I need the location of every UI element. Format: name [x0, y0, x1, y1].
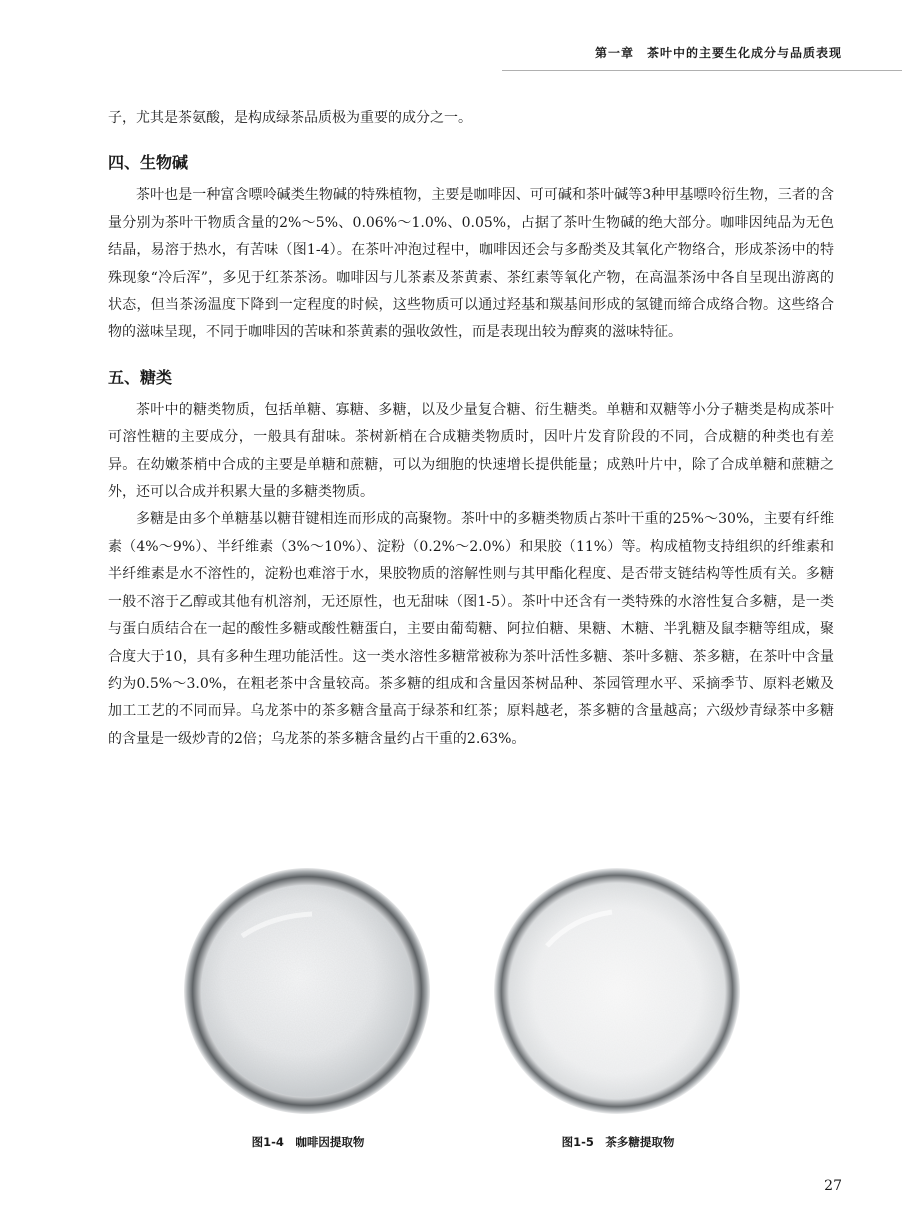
figure-caption-tea-polysaccharide: 图1-5 茶多糖提取物 [561, 1135, 675, 1149]
header-rule [502, 70, 902, 71]
running-title: 第一章 茶叶中的主要生化成分与品质表现 [594, 46, 842, 60]
caffeine-extract-photo [182, 866, 432, 1116]
section-heading-sugars: 五、糖类 [108, 367, 173, 387]
paragraph-sugars-2: 多糖是由多个单糖基以糖苷键相连而形成的高聚物。茶叶中的多糖类物质占茶叶干重的25%～30%，主要有纤维素（4%～9%）、半纤维素（3%～10%）、淀粉（0.2%～2.0%）和果胶（11%）等。构成植物支持组织的纤维素和半纤维素是水不溶性的，淀粉也难溶于水，果胶物质的溶解性则与其甲酯化程度、是否带支链结构等性质有关。多糖一般不溶于乙醇或其他有机溶剂，无还原性，也无甜味（图1-5）。茶叶中还含有一类特殊的水溶性复合多糖，是一类与蛋白质结合在一起的酸性多糖或酸性糖蛋白，主要由葡萄糖、阿拉伯糖、果糖、木糖、半乳糖及鼠李糖等组成，聚合度大于10，具有多种生理功能活性。这一类水溶性多糖常被称为茶叶活性多糖、茶叶多糖、茶多糖，在茶叶中含量约为0.5%～3.0%，在粗老茶中含量较高。茶多糖的组成和含量因茶树品种、茶园管理水平、采摘季节、原料老嫩及加工工艺的不同而异。乌龙茶中的茶多糖含量高于绿茶和红茶；原料越老，茶多糖的含量越高；六级炒青绿茶中多糖的含量是一级炒青的2倍；乌龙茶的茶多糖含量约占干重的2.63%。 [108, 511, 834, 747]
tea-polysaccharide-extract-photo [492, 866, 742, 1116]
figure-caption-caffeine: 图1-4 咖啡因提取物 [251, 1135, 365, 1149]
figure-row [178, 866, 738, 1166]
figure-caffeine [178, 866, 438, 1149]
paragraph-sugars-1: 茶叶中的糖类物质，包括单糖、寡糖、多糖，以及少量复合糖、衍生糖类。单糖和双糖等小分子糖类是构成茶叶可溶性糖的主要成分，一般具有甜味。茶树新梢在合成糖类物质时，因叶片发育阶段的不同，合成糖的种类也有差异。在幼嫩茶梢中合成的主要是单糖和蔗糖，可以为细胞的快速增长提供能量；成熟叶片中，除了合成单糖和蔗糖之外，还可以合成并积累大量的多糖类物质。 [108, 401, 834, 501]
paragraph-alkaloids: 茶叶也是一种富含嘌呤碱类生物碱的特殊植物，主要是咖啡因、可可碱和茶叶碱等3种甲基嘌呤衍生物，三者的含量分别为茶叶干物质含量的2%～5%、0.06%～1.0%、0.05%，占据了茶叶生物碱的绝大部分。咖啡因纯品为无色结晶，易溶于热水，有苦味（图1-4）。在茶叶冲泡过程中，咖啡因还会与多酚类及其氧化产物络合，形成茶汤中的特殊现象“冷后浑”，多见于红茶茶汤。咖啡因与儿茶素及茶黄素、茶红素等氧化产物，在高温茶汤中各自呈现出游离的状态，但当茶汤温度下降到一定程度的时候，这些物质可以通过羟基和羰基间形成的氢键而缔合成络合物。这些络合物的滋味呈现，不同于咖啡因的苦味和茶黄素的强收敛性，而是表现出较为醇爽的滋味特征。 [108, 187, 834, 341]
section-heading-alkaloids: 四、生物碱 [108, 153, 189, 173]
figure-tea-polysaccharide [488, 866, 748, 1149]
page-body [108, 105, 834, 753]
paragraph-continued: 子，尤其是茶氨酸，是构成绿茶品质极为重要的成分之一。 [108, 110, 472, 126]
page-number: 27 [824, 1178, 842, 1194]
